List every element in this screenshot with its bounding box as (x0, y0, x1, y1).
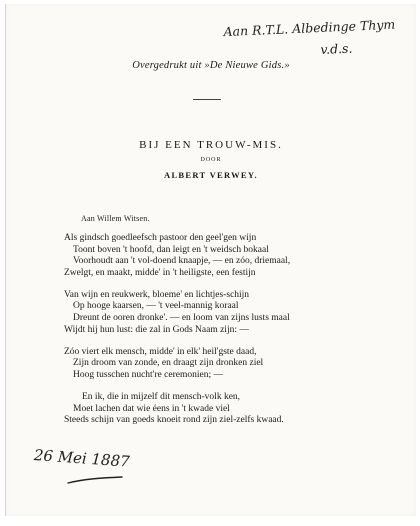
poem-line: Zwelgt, en maakt, midde' in 't heiligste, een festijn (64, 267, 256, 278)
poem-line: En ik, die in mijzelf dit mensch-volk ken, (82, 392, 241, 403)
handwritten-dedication (223, 13, 415, 65)
poem-author: ALBERT VERWEY. (164, 170, 258, 180)
poem-line: Steeds schijn van goeds knoeit rond zijn ziel-zelfs kwaad. (64, 415, 284, 426)
handwritten-flourish (66, 474, 126, 486)
poem-stanza (64, 347, 404, 382)
poem-stanza (64, 233, 404, 279)
dedication-line-1: Aan R.T.L. Albedinge Thym (223, 16, 396, 40)
poem-line: Hoog tusschen nucht're ceremonien; — (73, 369, 223, 380)
poem-line: Moet lachen dat wie éens in 't kwade viel (73, 403, 230, 414)
poem-line: Zóo viert elk mensch, midde' in elk' heil'gste daad, (64, 346, 257, 357)
poem-line: Van wijn en reukwerk, bloeme' en lichtjes-schijn (64, 289, 250, 300)
divider-rule (193, 99, 221, 100)
poem-line: Zijn droom van zonde, en draagt zijn dronken ziel (73, 358, 264, 369)
poem-stanza (64, 290, 404, 336)
poem-line: Toont boven 't hoofd, dan leigt en 't weidsch bokaal (73, 244, 269, 255)
poem-line: Voorhoudt aan 't vol-doend knaapje, — en zóo, driemaal, (73, 256, 291, 267)
poem-stanza (64, 392, 404, 427)
poem-line: Als gindsch goedleefsch pastoor den geel'gen wijn (64, 233, 257, 243)
poem-title: BIJ EEN TROUW-MIS. (139, 139, 283, 151)
byline-label: DOOR (200, 157, 222, 163)
reprint-note: Overgedrukt uit »De Nieuwe Gids.» (132, 60, 290, 71)
poem-line: Wijdt hij hun lust: die zal in Gods Naam zijn: — (64, 324, 249, 335)
poem-addressee: Aan Willem Witsen. (81, 214, 150, 223)
handwritten-date: 26 Mei 1887 (33, 446, 131, 471)
poem-body (64, 233, 404, 437)
document-page (5, 4, 416, 516)
dedication-line-2: v.d.s. (320, 40, 353, 57)
poem-line: Dreunt de ooren dronke'. — en loom van zijns lusts maal (73, 313, 290, 324)
poem-line: Op hooge kaarsen, — 't veel-mannig koraal (73, 301, 239, 312)
